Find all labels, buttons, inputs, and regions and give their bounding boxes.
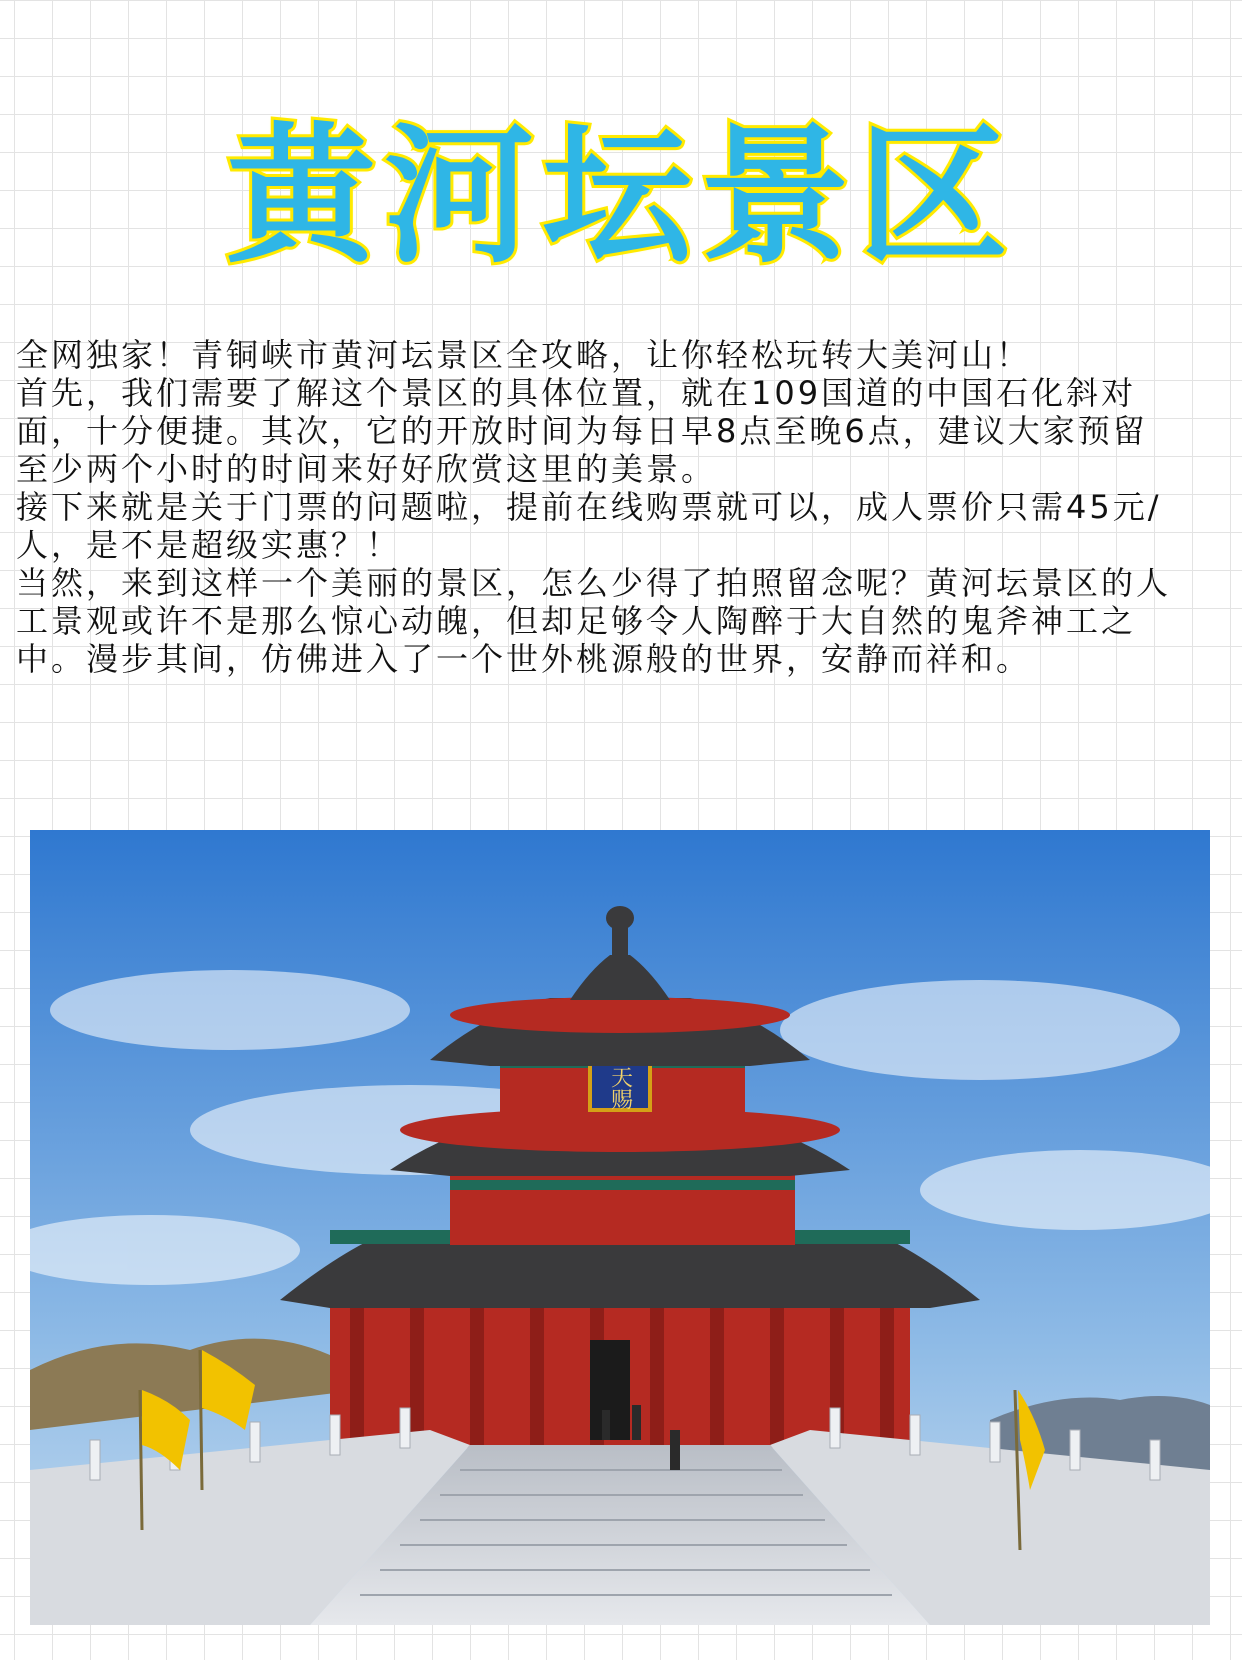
location-paragraph: 首先，我们需要了解这个景区的具体位置，就在109国道的中国石化斜对面，十分便捷。其次，它的开放时间为每日早8点至晚6点，建议大家预留至少两个小时的时间来好好欣赏这里的美景。 (16, 374, 1148, 488)
plaque-text: 天赐 (607, 1066, 633, 1110)
temple-photo (30, 830, 1210, 1625)
photo-tips-paragraph: 当然，来到这样一个美丽的景区，怎么少得了拍照留念呢？黄河坛景区的人工景观或许不是那么惊心动魄，但却足够令人陶醉于大自然的鬼斧神工之中。漫步其间，仿佛进入了一个世外桃源般的世界，安静而祥和。 (16, 564, 1172, 678)
finial (606, 906, 634, 930)
page-title: 黄河坛景区 (225, 110, 1016, 284)
lower-roof (280, 1240, 980, 1308)
intro-paragraph: 全网独家！青铜峡市黄河坛景区全攻略，让你轻松玩转大美河山！ (16, 336, 1032, 374)
article-body (16, 336, 1176, 678)
ticket-paragraph: 接下来就是关于门票的问题啦，提前在线购票就可以，成人票价只需45元/人，是不是超级实惠？！ (16, 488, 1162, 564)
